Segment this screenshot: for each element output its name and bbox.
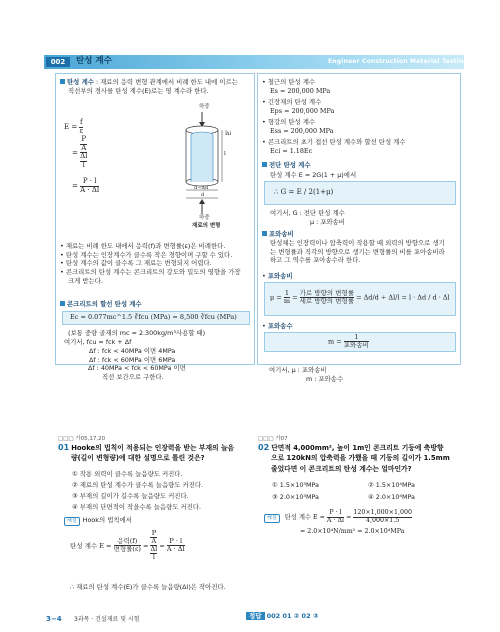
formula-step-2 <box>72 136 87 170</box>
q2-tag: □□□ 가07 <box>258 436 288 442</box>
hint-badge: 해설 <box>64 517 80 526</box>
section-number: 002 <box>46 57 70 67</box>
poisson-ratio-title: 포와송비 <box>267 272 293 280</box>
stress: 응력(f) <box>114 538 141 546</box>
poisson-text <box>270 239 445 265</box>
right-column <box>257 73 461 365</box>
q1-number: 01 <box>58 443 70 452</box>
q1-text-1: Hooke의 법칙이 적용되는 인장력을 받는 부재의 늘음 <box>71 444 235 452</box>
q1-stem <box>58 443 234 454</box>
longitudinal-strain: 세로 방향의 변형률 <box>299 297 354 306</box>
eq: = <box>346 513 352 521</box>
strain: 변형률(ε) <box>113 545 141 554</box>
bullet-list <box>60 242 241 285</box>
q1-text-2: 량(길이 변형량)에 대한 설명으로 틀린 것은? <box>71 454 205 462</box>
q2-option-2[interactable]: ② 1.5×10⁴MPa <box>368 481 415 489</box>
q2-solution <box>264 510 412 525</box>
p-over-a <box>80 136 87 152</box>
q2-stem <box>258 443 443 454</box>
Adl: A · Δl <box>326 516 345 524</box>
q2-number: 02 <box>258 443 270 452</box>
l: l <box>82 161 85 170</box>
poisson-line: 하고 그 역수를 포아송수라 한다. <box>270 256 361 265</box>
bullet-text: 탄성 계수는 인장계수가 클수록 작은 경향이며 구할 수 있다. <box>65 250 233 259</box>
df-rule-2: Δf : fck < 60MPa 이면 6MPa <box>89 356 176 364</box>
tendon-value: Eps = 200,000 MPa <box>270 107 335 115</box>
rebar-modulus: • 철근의 탄성 계수 <box>262 78 316 86</box>
hint-badge: 해설 <box>264 514 280 523</box>
lateral-strain: 가로 방향의 변형률 <box>299 289 354 297</box>
frac-den: ε <box>79 126 84 135</box>
shear-where-2: μ : 포와송비 <box>310 218 345 226</box>
pa <box>150 530 157 545</box>
q1-option-4[interactable]: ④ 부재의 단면적이 작을수록 늘음량도 커진다. <box>72 503 202 511</box>
rebar-value: Es = 200,000 MPa <box>270 87 331 95</box>
numeric-num: 120×1,000×1,000 <box>353 509 412 516</box>
secant-formula: Ec = 0.077mc^1.5 ∛fcu (MPa) = 8,500 ∛fcu (MPa) <box>70 313 237 321</box>
item-title: 형강의 탄성 계수 <box>267 118 316 126</box>
header-subject: Engineer Construction Material Testing <box>328 58 468 65</box>
q1-hint <box>64 516 132 526</box>
poisson-line: 탄성체는 인장력이나 압축력이 작용할 때 외력의 방향으로 생기 <box>270 239 445 247</box>
nested-den <box>150 546 157 561</box>
poisson-number-title: 포와송수 <box>267 322 293 330</box>
eq: = <box>142 541 149 550</box>
shear-where-1: 여기서, G : 전단 탄성 계수 <box>270 209 345 217</box>
poisson-number-formula <box>328 334 369 349</box>
poisson-title: 포와송비 <box>269 230 294 238</box>
frac-num: f <box>79 118 83 126</box>
shear-text: 탄성 계수 E = 2G(1 + μ)에서 <box>270 171 357 179</box>
poisson-ratio-heading: • 포와송비 <box>262 272 293 280</box>
q2-option-1[interactable]: ① 1.5×10³MPa <box>272 481 319 489</box>
nested-frac <box>150 530 157 562</box>
delta-fraction: Δd/d ÷ Δl/l <box>363 293 400 302</box>
Adl: A · Δl <box>80 185 100 194</box>
secant-modulus-heading <box>60 300 142 309</box>
load-bottom-label: 하중 <box>199 215 210 221</box>
q1-formula <box>70 530 185 562</box>
shear-formula: ∴ G = E / 2(1+μ) <box>274 188 334 196</box>
pn-where-2: m : 포와송수 <box>306 375 344 383</box>
shear-title: 전단 탄성 계수 <box>269 161 311 169</box>
A: A <box>151 537 157 546</box>
f-over-eps <box>79 119 83 135</box>
one-over-ratio <box>344 334 369 349</box>
page-number: 3−4 <box>46 615 62 623</box>
figure-caption: 재료의 변형 <box>192 223 221 229</box>
eq2: = <box>159 541 165 550</box>
equals: = <box>72 148 78 157</box>
square-bullet-icon <box>60 301 65 306</box>
dl-over-l <box>80 153 87 169</box>
formula-E-label: E = <box>64 123 78 132</box>
m: m <box>283 297 290 306</box>
q2-option-4[interactable]: ④ 2.0×10⁴MPa <box>368 493 415 501</box>
bullet-item: • 탄성 계수의 값이 클수록 그 재료는 변형되지 어렵다. <box>60 259 212 268</box>
fig-dl-label: Δl <box>226 131 232 137</box>
ratio: 포와송비 <box>343 341 369 350</box>
tendon-modulus: • 긴장재의 탄성 계수 <box>262 98 322 106</box>
one: 1 <box>344 334 369 342</box>
formula-step-3 <box>72 178 99 194</box>
definition-title: 탄성 계수 <box>67 78 94 86</box>
bullet-item: • 탄성 계수는 인장계수가 클수록 작은 경향이며 구할 수 있다. <box>60 250 233 259</box>
stress-over-strain <box>114 538 141 553</box>
q2-result: = 2.0×10⁴N/mm² = 2.0×10⁴MPa <box>300 528 405 535</box>
df-rule-4: 직선 보간으로 구한다. <box>102 373 164 381</box>
poisson-number-heading: • 포와송수 <box>262 322 293 330</box>
q1-option-1[interactable]: ① 작용 외력이 클수록 늘음량도 커진다. <box>72 470 183 478</box>
Pl: P · l <box>80 178 99 187</box>
big-frac <box>80 136 87 170</box>
bullet-text: 재료는 비례 한도 내에서 응력(f)과 변형률(ε)은 비례한다. <box>65 242 226 250</box>
mu-label: μ = <box>270 293 282 302</box>
answer-key: 002 01 ② 02 ③ <box>266 612 319 620</box>
eq2: = <box>356 293 362 302</box>
poisson-line: 는 변형률과 직각의 방향으로 생기는 변형률의 비를 포아송비라 <box>270 247 445 256</box>
q2-text-3: 줄었다면 이 콘크리트의 탄성 계수는 얼마인가? <box>271 465 412 473</box>
square-bullet-icon <box>60 79 65 84</box>
l: l <box>152 553 155 562</box>
item-title: 철근의 탄성 계수 <box>267 78 316 86</box>
definition-line <box>60 78 238 87</box>
pl-over-adl <box>80 178 99 194</box>
big-frac-num <box>80 136 87 153</box>
q2-text-1: 단면적 4,000mm², 높이 1m인 콘크리트 기둥에 축방향 <box>271 444 444 452</box>
equals-2: = <box>72 182 78 191</box>
poisson-ratio-formula <box>270 290 450 305</box>
numeric-den: 4,000×1.5 <box>366 516 400 524</box>
steel-modulus: • 형강의 탄성 계수 <box>262 118 316 126</box>
dll <box>150 546 157 561</box>
big-frac-den <box>80 153 87 169</box>
pn-where-1: 여기서, μ : 포와송비 <box>269 366 327 374</box>
q1-option-2[interactable]: ② 재료의 탄성 계수가 클수록 늘음량도 커진다. <box>72 481 204 489</box>
dl: Δl <box>80 152 88 161</box>
left-column <box>55 73 255 365</box>
formula-E <box>64 119 83 135</box>
E-label: 탄성 계수 E = <box>284 513 325 521</box>
Pl: P · l <box>327 510 344 518</box>
deformation-figure <box>164 102 254 232</box>
q1-option-3[interactable]: ③ 부재의 길이가 길수록 늘음량도 커진다. <box>72 492 189 500</box>
q1-conclusion: ∴ 재료의 탄성 계수(E)가 클수록 늘음량(Δl)은 작아진다. <box>70 583 226 591</box>
fig-l-label: l <box>224 151 226 157</box>
shear-heading <box>262 161 311 170</box>
Pl: P · l <box>167 538 185 546</box>
Adl: A · Δl <box>166 545 185 554</box>
fcu-def: 여기서, fcu = fck + Δf <box>64 338 132 346</box>
secant-title: 콘크리트의 할선 탄성 계수 <box>67 300 142 308</box>
df-rule-1: Δf : fck < 40MPa 이면 4MPa <box>89 347 176 355</box>
footer-answers <box>246 612 318 621</box>
answer-badge: 정답 <box>246 612 265 620</box>
m-label: m = <box>328 337 342 346</box>
nested-num <box>150 530 157 546</box>
fig-dd-label: d−Δd <box>194 185 209 191</box>
bullet-item: • 재료는 비례 한도 내에서 응력(f)과 변형률(ε)은 비례한다. <box>60 242 226 250</box>
square-bullet-icon <box>262 231 267 236</box>
square-bullet-icon <box>262 162 267 167</box>
dl: Δl <box>150 545 158 554</box>
load-top-label: 하중 <box>199 104 210 110</box>
bullet-item: • 콘크리트의 탄성 계수는 콘크리트의 강도와 밀도의 영향을 가장 <box>60 267 241 276</box>
section-title: 탄성 계수 <box>76 56 112 66</box>
df-rule-3: Δf : 40MPa < fck < 60MPa 이면 <box>88 364 186 372</box>
P: P <box>151 529 157 537</box>
definition-text: : 재료의 응력 변형 관계에서 비례 한도 내에 이르는 <box>93 78 238 86</box>
item-title: 긴장재의 탄성 계수 <box>267 98 322 106</box>
secant-note: (보통 중량 골재의 mc = 2.300kg/m³사용할 때) <box>68 329 206 337</box>
A: A <box>81 143 87 152</box>
concrete-value: Eci = 1.18Ec <box>270 147 313 155</box>
definition-text-2: 직선부의 경사를 탄성 계수(E)로는 영 계수라 한다. <box>68 87 209 95</box>
numeric-frac <box>353 510 412 525</box>
fig-d-label: d <box>201 192 205 198</box>
bullet-text-cont: 크게 받는다. <box>68 276 103 285</box>
hint-text: Hook의 법칙에서 <box>82 516 132 524</box>
footer-subject: 3과목 · 건설재료 및 시험 <box>74 616 140 623</box>
steel-value: Ess = 200,000 MPa <box>270 127 334 135</box>
one-over-m <box>284 290 290 305</box>
P: P <box>81 135 87 143</box>
pl-adl <box>167 538 185 553</box>
pl-adl <box>327 510 344 525</box>
bullet-text: 콘크리트의 탄성 계수는 콘크리트의 강도와 밀도의 영향을 가장 <box>65 267 241 276</box>
strain-ratio <box>300 290 354 305</box>
E-label: 탄성 계수 E = <box>70 541 112 550</box>
bullet-text: 탄성 계수의 값이 클수록 그 재료는 변형되지 어렵다. <box>65 259 212 268</box>
eq: = <box>292 293 298 302</box>
result: = l · Δd / d · Δl <box>401 293 450 302</box>
q2-text-2: 으로 120kN의 압축력을 가했을 때 기둥의 길이가 1.5mm <box>271 454 450 462</box>
concrete-modulus: • 콘크리트의 초기 접선 탄성 계수와 할선 탄성 계수 <box>262 138 406 146</box>
q1-tag: □□□ 가05,17,20 <box>58 436 106 442</box>
poisson-heading <box>262 230 294 239</box>
item-title: 콘크리트의 초기 접선 탄성 계수와 할선 탄성 계수 <box>267 138 406 146</box>
q2-option-3[interactable]: ③ 2.0×10³MPa <box>272 493 319 501</box>
one: 1 <box>284 289 289 297</box>
